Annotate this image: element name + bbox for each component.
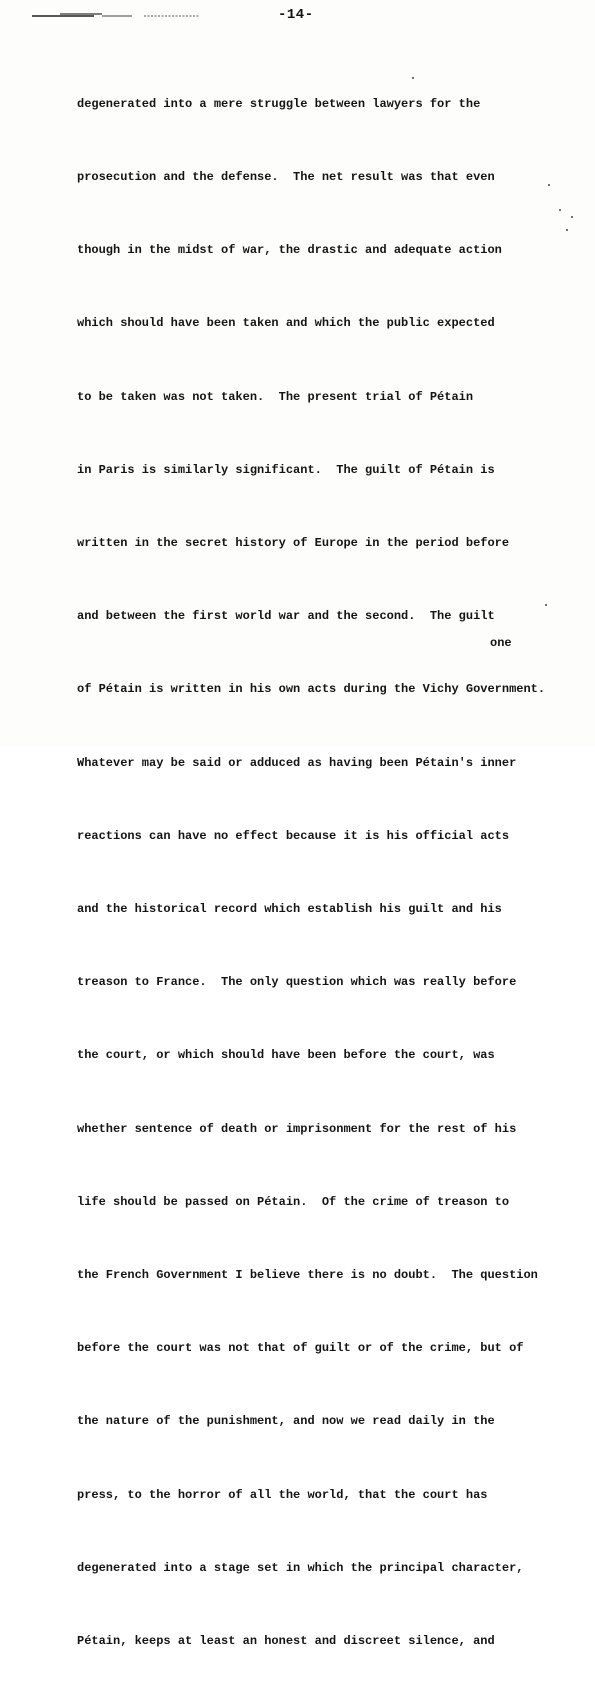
paper-speck	[566, 229, 568, 231]
text-line: whether sentence of death or imprisonment for the rest of his	[77, 1121, 517, 1136]
continuation-word: one	[490, 636, 512, 650]
paper-speck	[559, 209, 561, 211]
text-line: written in the secret history of Europe in the period before	[77, 536, 510, 551]
text-line: prosecution and the defense. The net result was that even	[77, 170, 495, 185]
text-line: before the court was not that of guilt or of the crime, but of	[77, 1341, 524, 1356]
text-line: press, to the horror of all the world, that the court has	[77, 1487, 488, 1502]
text-line: and between the first world war and the second. The guilt	[77, 609, 495, 624]
text-line: of Pétain is written in his own acts during the Vichy Government.	[77, 682, 546, 697]
text-line: though in the midst of war, the drastic and adequate action	[77, 243, 502, 258]
text-line: Whatever may be said or adduced as having been Pétain's inner	[77, 755, 517, 770]
text-line: to be taken was not taken. The present trial of Pétain	[77, 389, 474, 404]
text-line: the French Government I believe there is no doubt. The question	[77, 1268, 538, 1283]
text-line: life should be passed on Pétain. Of the crime of treason to	[77, 1194, 510, 1209]
text-line: the nature of the punishment, and now we read daily in the	[77, 1414, 495, 1429]
text-line: degenerated into a mere struggle between lawyers for the	[77, 96, 481, 111]
typewriter-dash-mark	[32, 10, 202, 20]
text-line: which should have been taken and which the public expected	[77, 316, 495, 331]
paper-speck	[548, 184, 550, 186]
paper-speck	[571, 216, 573, 218]
text-line: Pétain, keeps at least an honest and discreet silence, and	[77, 1634, 495, 1649]
text-line: reactions can have no effect because it is his official acts	[77, 828, 510, 843]
page-number: -14-	[278, 7, 314, 23]
body-text	[77, 43, 577, 1702]
paper-speck	[412, 77, 414, 79]
paper-speck	[545, 604, 547, 606]
text-line: and the historical record which establish his guilt and his	[77, 902, 502, 917]
text-line: the court, or which should have been before the court, was	[77, 1048, 495, 1063]
text-line: treason to France. The only question which was really before	[77, 975, 517, 990]
text-line: in Paris is similarly significant. The guilt of Pétain is	[77, 462, 495, 477]
text-line: degenerated into a stage set in which the principal character,	[77, 1560, 524, 1575]
